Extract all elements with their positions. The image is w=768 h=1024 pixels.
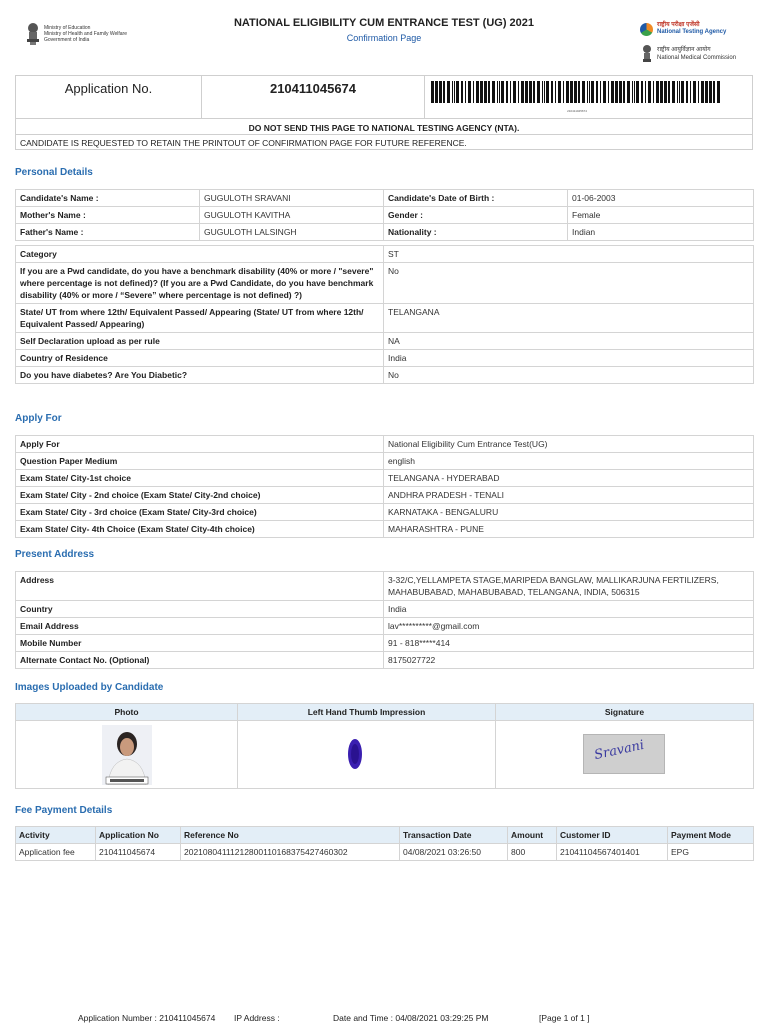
column-header-photo: Photo <box>16 704 238 721</box>
images-table <box>15 703 754 789</box>
field-value: TELANGANA - HYDERABAD <box>384 470 754 487</box>
barcode-bar <box>660 81 663 103</box>
barcode-bar <box>484 81 487 103</box>
barcode-bar <box>705 81 708 103</box>
column-header: Reference No <box>181 827 400 844</box>
column-header: Customer ID <box>557 827 668 844</box>
personal-details-table <box>15 189 754 241</box>
table-row <box>16 246 754 263</box>
barcode-bar <box>510 81 511 103</box>
barcode-bar <box>627 81 630 103</box>
nta-mark-icon <box>640 23 653 36</box>
gov-line-2: Ministry of Health and Family Welfare <box>44 31 127 37</box>
thumb-impression <box>346 737 364 771</box>
table-cell: 21041104567401401 <box>557 844 668 861</box>
address-value: 3-32/C,YELLAMPETA STAGE,MARIPEDA BANGLAW, MALLIKARJUNA FERTILIZERS, MAHABUBABAD, MAHABUBABAD, TELANGANA, INDIA, 506315 <box>384 572 754 601</box>
table-row <box>16 190 754 207</box>
field-label: Self Declaration upload as per rule <box>16 333 384 350</box>
barcode-bar <box>668 81 670 103</box>
application-label: Application No. <box>16 76 202 118</box>
field-label: Exam State/ City- 4th Choice (Exam State/ City-4th choice) <box>16 521 384 538</box>
photo-cell <box>16 721 238 789</box>
field-label: Exam State/ City - 3rd choice (Exam State/ City-3rd choice) <box>16 504 384 521</box>
nmc-logo <box>640 44 760 64</box>
barcode-bar <box>698 81 699 103</box>
field-label: Country <box>16 601 384 618</box>
table-cell: 800 <box>508 844 557 861</box>
notice-do-not-send: DO NOT SEND THIS PAGE TO NATIONAL TESTING AGENCY (NTA). <box>16 118 752 134</box>
application-box <box>15 75 753 150</box>
section-title-apply: Apply For <box>15 413 62 424</box>
barcode-bar <box>717 81 720 103</box>
address-table <box>15 571 754 669</box>
barcode-bar <box>480 81 483 103</box>
footer-ip-address: IP Address : <box>234 1013 280 1023</box>
table-row <box>16 436 754 453</box>
barcode-bar <box>578 81 580 103</box>
state-12th-value: TELANGANA <box>384 304 754 333</box>
barcode-bar <box>672 81 675 103</box>
barcode-bar <box>537 81 540 103</box>
table-cell: Application fee <box>16 844 96 861</box>
field-label: If you are a Pwd candidate, do you have a benchmark disability (40% or more / "severe" where percentage is not defined)? (If you are a Pwd Candidate, do you have benchmark disability (40% or more / “Severe” where percentage is not defined) ?) <box>16 263 384 304</box>
table-row <box>16 635 754 652</box>
barcode-bar <box>591 81 594 103</box>
barcode-bar <box>443 81 445 103</box>
table-row <box>16 207 754 224</box>
table-row <box>16 470 754 487</box>
candidate-name-value: GUGULOTH SRAVANI <box>200 190 384 207</box>
page-header <box>0 0 768 72</box>
barcode-bar <box>570 81 573 103</box>
barcode-bar <box>589 81 590 103</box>
field-label: Address <box>16 572 384 601</box>
barcode-bar <box>435 81 438 103</box>
barcode-bar <box>679 81 680 103</box>
category-value: ST <box>384 246 754 263</box>
column-header: Amount <box>508 827 557 844</box>
barcode-bar <box>648 81 651 103</box>
barcode-bar <box>615 81 618 103</box>
section-title-address: Present Address <box>15 549 95 560</box>
barcode-bar <box>636 81 639 103</box>
barcode-bar <box>468 81 471 103</box>
table-row <box>16 350 754 367</box>
nta-hindi-name: राष्ट्रीय परीक्षा एजेंसी <box>657 22 700 28</box>
nta-text <box>657 22 726 36</box>
table-row <box>16 487 754 504</box>
column-header: Payment Mode <box>668 827 754 844</box>
application-number: 210411045674 <box>202 76 425 118</box>
barcode-bar <box>619 81 622 103</box>
barcode-bar <box>506 81 508 103</box>
pwd-value: No <box>384 263 754 304</box>
nationality-value: Indian <box>568 224 754 241</box>
table-row <box>16 572 754 601</box>
field-label: Category <box>16 246 384 263</box>
barcode-bar <box>431 81 434 103</box>
table-cell: EPG <box>668 844 754 861</box>
personal-more-table <box>15 245 754 384</box>
barcode-bar <box>513 81 516 103</box>
barcode-bar <box>664 81 667 103</box>
fee-payment-table <box>15 826 754 861</box>
section-title-images: Images Uploaded by Candidate <box>15 682 164 693</box>
table-row <box>16 333 754 350</box>
table-cell: 04/08/2021 03:26:50 <box>400 844 508 861</box>
table-row <box>16 224 754 241</box>
table-row <box>16 304 754 333</box>
section-title-personal: Personal Details <box>15 167 93 178</box>
field-label: Country of Residence <box>16 350 384 367</box>
dob-value: 01-06-2003 <box>568 190 754 207</box>
barcode-bar <box>611 81 614 103</box>
gov-line-3: Government of India <box>44 37 90 43</box>
field-label: Gender : <box>384 207 568 224</box>
field-label: Apply For <box>16 436 384 453</box>
gender-value: Female <box>568 207 754 224</box>
email-value: lav**********@gmail.com <box>384 618 754 635</box>
table-cell: 210411045674 <box>96 844 181 861</box>
barcode-bar <box>596 81 598 103</box>
barcode-bar <box>461 81 463 103</box>
barcode-bar <box>645 81 646 103</box>
column-header: Transaction Date <box>400 827 508 844</box>
field-label: Mother's Name : <box>16 207 200 224</box>
table-header-row <box>16 827 754 844</box>
barcode-bar <box>608 81 609 103</box>
barcode-bar <box>473 81 474 103</box>
barcode-number: 210411045674 <box>567 109 587 113</box>
footer-application-number: Application Number : 210411045674 <box>78 1013 216 1023</box>
table-row <box>16 521 754 538</box>
barcode-bar <box>713 81 715 103</box>
section-title-fee: Fee Payment Details <box>15 805 113 816</box>
country-value: India <box>384 601 754 618</box>
barcode-bar <box>439 81 442 103</box>
column-header: Activity <box>16 827 96 844</box>
barcode-bar <box>701 81 704 103</box>
barcode-bar <box>551 81 553 103</box>
barcode-bar <box>623 81 625 103</box>
barcode-bar <box>499 81 500 103</box>
nta-logo <box>640 22 760 40</box>
barcode-bar <box>566 81 569 103</box>
barcode-bar <box>686 81 688 103</box>
barcode-bar <box>488 81 490 103</box>
table-row <box>16 721 754 789</box>
barcode-bar <box>544 81 545 103</box>
field-value: ANDHRA PRADESH - TENALI <box>384 487 754 504</box>
field-label: Alternate Contact No. (Optional) <box>16 652 384 669</box>
table-row <box>16 844 754 861</box>
table-header-row <box>16 704 754 721</box>
signature-image <box>583 734 665 774</box>
field-label: State/ UT from where 12th/ Equivalent Passed/ Appearing (State/ UT from where 12th/ Equivalent Passed/ Appearing) <box>16 304 384 333</box>
nmc-hindi-name: राष्ट्रीय आयुर्विज्ञान आयोग <box>657 47 711 53</box>
field-label: Exam State/ City - 2nd choice (Exam State/ City-2nd choice) <box>16 487 384 504</box>
table-cell: 20210804111212800110168375427460302 <box>181 844 400 861</box>
barcode-bar <box>456 81 459 103</box>
page-subtitle: Confirmation Page <box>346 33 422 43</box>
signature-text: Sravani <box>592 737 646 764</box>
father-name-value: GUGULOTH LALSINGH <box>200 224 384 241</box>
diabetes-value: No <box>384 367 754 384</box>
barcode-bar <box>681 81 684 103</box>
barcode-bar <box>632 81 633 103</box>
table-row <box>16 367 754 384</box>
barcode-bar <box>603 81 606 103</box>
field-value: MAHARASHTRA - PUNE <box>384 521 754 538</box>
field-label: Email Address <box>16 618 384 635</box>
column-header-thumb: Left Hand Thumb Impression <box>238 704 496 721</box>
barcode-bar <box>677 81 678 103</box>
footer-page-number: [Page 1 of 1 ] <box>539 1013 590 1023</box>
barcode-bar <box>600 81 601 103</box>
barcode-bar <box>492 81 495 103</box>
page-title: NATIONAL ELIGIBILITY CUM ENTRANCE TEST (UG) 2021 <box>233 17 535 29</box>
barcode-bar <box>447 81 450 103</box>
barcode-bar <box>476 81 479 103</box>
table-row <box>16 504 754 521</box>
field-value: National Eligibility Cum Entrance Test(UG) <box>384 436 754 453</box>
barcode-bar <box>634 81 635 103</box>
mother-name-value: GUGULOTH KAVITHA <box>200 207 384 224</box>
column-header-signature: Signature <box>496 704 754 721</box>
barcode-bar <box>582 81 585 103</box>
table-row <box>16 652 754 669</box>
barcode-bar <box>709 81 712 103</box>
thumb-cell <box>238 721 496 789</box>
self-declaration-value: NA <box>384 333 754 350</box>
field-label: Mobile Number <box>16 635 384 652</box>
barcode-bar <box>542 81 543 103</box>
table-row <box>16 618 754 635</box>
field-label: Candidate's Date of Birth : <box>384 190 568 207</box>
column-header: Application No <box>96 827 181 844</box>
barcode-bar <box>529 81 532 103</box>
field-label: Question Paper Medium <box>16 453 384 470</box>
barcode-bar <box>574 81 577 103</box>
barcode-bar <box>653 81 654 103</box>
barcode-bar <box>546 81 549 103</box>
barcode-bar <box>563 81 564 103</box>
barcode-bar <box>641 81 643 103</box>
nta-name: National Testing Agency <box>657 29 727 35</box>
barcode-bar <box>656 81 659 103</box>
barcode-bar <box>465 81 466 103</box>
nmc-text <box>657 46 736 62</box>
barcode-icon <box>431 81 723 103</box>
mobile-value: 91 - 818*****414 <box>384 635 754 652</box>
barcode-bar <box>497 81 498 103</box>
nmc-emblem-icon <box>642 44 652 62</box>
barcode-bar <box>558 81 561 103</box>
signature-cell <box>496 721 754 789</box>
field-value: english <box>384 453 754 470</box>
country-residence-value: India <box>384 350 754 367</box>
barcode-bar <box>501 81 504 103</box>
field-label: Candidate's Name : <box>16 190 200 207</box>
barcode-bar <box>452 81 453 103</box>
candidate-photo <box>102 725 152 785</box>
barcode-bar <box>525 81 528 103</box>
footer-date-time: Date and Time : 04/08/2021 03:29:25 PM <box>333 1013 489 1023</box>
apply-for-table <box>15 435 754 538</box>
field-value: KARNATAKA - BENGALURU <box>384 504 754 521</box>
field-label: Do you have diabetes? Are You Diabetic? <box>16 367 384 384</box>
barcode-bar <box>587 81 588 103</box>
barcode-bar <box>521 81 524 103</box>
table-row <box>16 601 754 618</box>
barcode-bar <box>454 81 455 103</box>
field-label: Exam State/ City-1st choice <box>16 470 384 487</box>
barcode-bar <box>693 81 696 103</box>
barcode-bar <box>533 81 535 103</box>
table-row <box>16 453 754 470</box>
field-label: Father's Name : <box>16 224 200 241</box>
table-row <box>16 263 754 304</box>
gov-line-1: Ministry of Education <box>44 25 91 31</box>
nmc-name: National Medical Commission <box>657 55 737 61</box>
barcode-bar <box>555 81 556 103</box>
field-label: Nationality : <box>384 224 568 241</box>
barcode-bar <box>518 81 519 103</box>
notice-retain-printout: CANDIDATE IS REQUESTED TO RETAIN THE PRINTOUT OF CONFIRMATION PAGE FOR FUTURE REFERENCE. <box>16 134 752 150</box>
barcode-bar <box>690 81 691 103</box>
alternate-contact-value: 8175027722 <box>384 652 754 669</box>
